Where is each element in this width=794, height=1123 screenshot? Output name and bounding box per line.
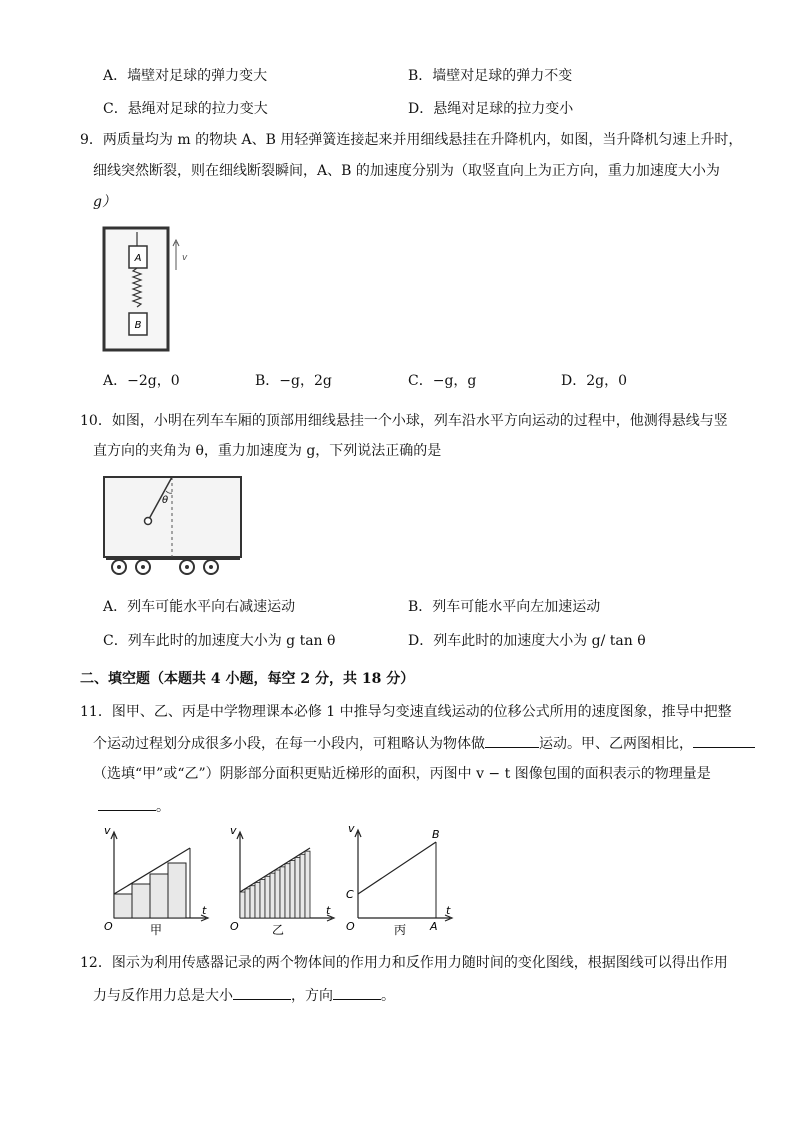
q11-blank-2[interactable] xyxy=(693,733,755,748)
point-b-label: B xyxy=(432,828,440,841)
theta-label: θ xyxy=(162,495,169,506)
q10-stem-line1: 10．如图，小明在列车车厢的顶部用细线悬挂一个小球，列车沿水平方向运动的过程中，他测得悬线与竖 xyxy=(80,413,728,429)
q12-line2-text-a: 力与反作用力总是大小 xyxy=(93,988,233,1004)
q8-option-d: D．悬绳对足球的拉力变小 xyxy=(408,101,574,117)
q11-line2-text-a: 个运动过程划分成很多小段，在每一小段内，可粗略认为物体做 xyxy=(93,736,485,752)
q9-option-c: C．−g，g xyxy=(408,373,477,389)
origin-label: O xyxy=(104,920,113,933)
area-strip xyxy=(150,874,168,918)
q10-option-b: B．列车可能水平向左加速运动 xyxy=(408,599,601,615)
q11-line4-text: 。 xyxy=(156,799,170,815)
q11-blank-3[interactable] xyxy=(98,796,156,811)
area-strip xyxy=(280,867,285,918)
velocity-line xyxy=(358,842,436,894)
q11-line2-text-b: 运动。甲、乙两图相比， xyxy=(539,736,693,752)
block-a-label: A xyxy=(134,253,142,264)
area-strip xyxy=(240,892,245,918)
q12-blank-1[interactable] xyxy=(233,985,291,1000)
wheel-hub xyxy=(141,565,145,569)
q11-stem-line3: （选填“甲”或“乙”）阴影部分面积更贴近梯形的面积，丙图中 v − t 图像包围的面积表示的物理量是 xyxy=(93,766,711,782)
area-strip xyxy=(275,870,280,918)
axis-t-label: t xyxy=(202,904,207,917)
wheel-hub xyxy=(185,565,189,569)
q9-option-b: B．−g，2g xyxy=(255,373,332,389)
graph-bing-caption: 丙 xyxy=(394,923,407,937)
q11-stem-line2 xyxy=(93,733,755,754)
area-strip xyxy=(114,894,132,918)
origin-label: O xyxy=(230,920,239,933)
area-strip xyxy=(290,861,295,918)
q12-line2-text-c: 。 xyxy=(381,988,395,1004)
velocity-label: v xyxy=(182,253,188,263)
q11-stem-line4 xyxy=(98,796,170,817)
area-strip xyxy=(265,876,270,918)
q10-train-figure xyxy=(100,475,245,580)
q12-stem-line2 xyxy=(93,985,395,1006)
q11-stem-line1: 11．图甲、乙、丙是中学物理课本必修 1 中推导匀变速直线运动的位移公式所用的速度图象，推导中把整 xyxy=(80,704,732,720)
q9-stem-line1: 9．两质量均为 m 的物块 A、B 用轻弹簧连接起来并用细线悬挂在升降机内，如图，当升降机匀速上升时， xyxy=(80,132,743,148)
q12-line2-text-b: ，方向 xyxy=(291,988,333,1004)
area-strips xyxy=(240,851,310,918)
area-strip xyxy=(285,864,290,918)
graph-yi xyxy=(226,822,336,940)
graph-bing xyxy=(342,822,458,940)
section-heading: 二、填空题（本题共 4 小题，每空 2 分，共 18 分） xyxy=(80,671,415,687)
axis-v-label: v xyxy=(230,824,237,837)
area-strip xyxy=(255,883,260,918)
area-strip xyxy=(168,863,186,918)
graph-yi-caption: 乙 xyxy=(272,923,285,937)
area-strip xyxy=(270,873,275,918)
area-strip xyxy=(260,879,265,918)
q12-blank-2[interactable] xyxy=(333,985,381,1000)
q10-stem-line2: 直方向的夹角为 θ，重力加速度为 g，下列说法正确的是 xyxy=(93,443,442,459)
axis-t-label: t xyxy=(446,904,451,917)
area-strip xyxy=(305,851,310,918)
q9-option-a: A．−2g，0 xyxy=(103,373,180,389)
axis-v-label: v xyxy=(104,824,111,837)
q8-option-a: A．墙壁对足球的弹力变大 xyxy=(103,68,268,84)
graph-jia xyxy=(98,822,218,940)
q8-option-c: C．悬绳对足球的拉力变大 xyxy=(103,101,268,117)
q9-option-d: D．2g，0 xyxy=(561,373,628,389)
q9-elevator-figure xyxy=(100,226,190,354)
q12-stem-line1: 12．图示为利用传感器记录的两个物体间的作用力和反作用力随时间的变化图线，根据图线可以得出作用 xyxy=(80,955,728,971)
wheel-hub xyxy=(117,565,121,569)
wheel-hub xyxy=(209,565,213,569)
origin-label: O xyxy=(346,920,355,933)
area-strip xyxy=(250,886,255,918)
q8-option-b: B．墙壁对足球的弹力不变 xyxy=(408,68,573,84)
area-strip xyxy=(132,884,150,918)
area-strip xyxy=(245,889,250,918)
point-c-label: C xyxy=(346,888,354,901)
area-strip xyxy=(295,857,300,918)
q10-option-d: D．列车此时的加速度大小为 g/ tan θ xyxy=(408,633,646,649)
point-a-label: A xyxy=(430,920,438,933)
hanging-ball xyxy=(145,518,152,525)
q10-option-a: A．列车可能水平向右减速运动 xyxy=(103,599,296,615)
q11-blank-1[interactable] xyxy=(485,733,539,748)
graph-jia-caption: 甲 xyxy=(150,923,163,937)
q9-stem-line3: g） xyxy=(93,194,116,210)
q10-option-c: C．列车此时的加速度大小为 g tan θ xyxy=(103,633,336,649)
q9-stem-line2: 细线突然断裂，则在细线断裂瞬间，A、B 的加速度分别为（取竖直向上为正方向，重力加速度大小为 xyxy=(93,163,720,179)
area-strip xyxy=(300,854,305,918)
axis-v-label: v xyxy=(348,822,355,835)
block-b-label: B xyxy=(134,320,142,331)
axis-t-label: t xyxy=(326,904,331,917)
